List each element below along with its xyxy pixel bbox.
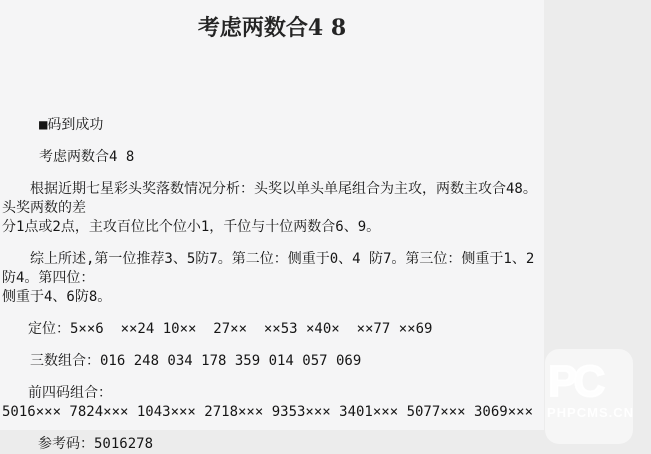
four-code-paragraph: [2, 384, 544, 422]
author-line: ■码到成功: [39, 117, 104, 133]
page-title: 考虑两数合4 8: [197, 15, 347, 41]
article-body: [0, 116, 544, 454]
three-number-combos-line: 三数组合：016 248 034 178 359 014 057 069: [30, 353, 362, 369]
summary-line-2: 侧重于4、6防8。: [2, 289, 112, 305]
summary-line-1: 综上所述,第一位推荐3、5防7。第二位：侧重于0、4 防7。第三位：侧重于1、2 防4。第四位：: [2, 251, 535, 286]
phpcms-site-label: PHPCMS.CN: [547, 405, 635, 420]
analysis-paragraph: [2, 180, 544, 237]
phpcms-logo: PC: [548, 357, 602, 406]
reference-code-line: 参考码：5016278: [38, 436, 154, 452]
four-code-combos-line: 5016××× 7824××× 1043××× 2718××× 9353××× 3401××× 5077××× 3069×××: [2, 404, 534, 420]
four-code-label: 前四码组合：: [28, 385, 112, 401]
analysis-line-1: 根据近期七星彩头奖落数情况分析：头奖以单头单尾组合为主攻，两数主攻合48。头奖两数的差: [2, 181, 537, 216]
analysis-line-2: 分1点或2点，主攻百位比个位小1，千位与十位两数合6、9。: [2, 219, 381, 235]
subtitle-line: 考虑两数合4 8: [39, 149, 135, 165]
positioning-line: 定位：5××6 ××24 10×× 27×× ××53 ×40× ××77 ××69: [28, 321, 433, 337]
summary-paragraph: [2, 250, 544, 307]
